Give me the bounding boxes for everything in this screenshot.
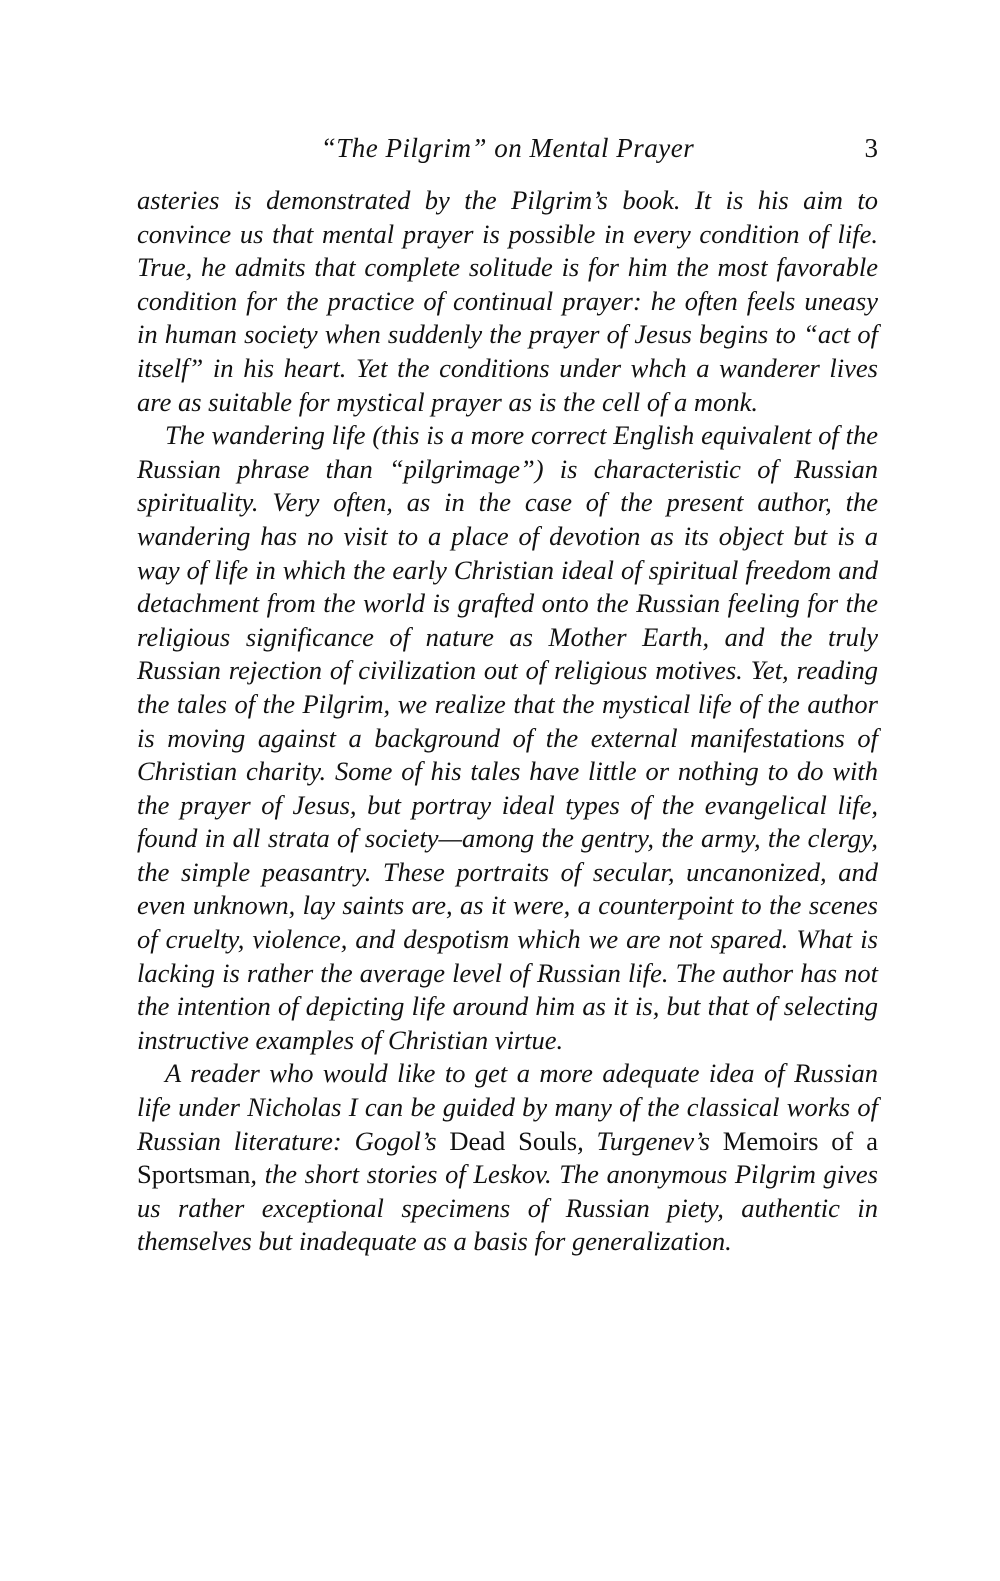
paragraph-2: The wandering life (this is a more correct English equivalent of the Russian phrase than “pilgrimage”) is characteristic of Russian spirituality. Very often, as in the case of the present author, the wandering has no visit to a place of devotion as its object but is a way of life in which the early Christian ideal of spiritual freedom and detachment from the world is grafted onto the Russian feeling for the religious significance of nature as Mother Earth, and the truly Russian rejection of civilization out of religious motives. Yet, reading the tales of the Pilgrim, we realize that the mystical life of the author is moving against a background of the external manifestations of Christian charity. Some of his tales have little or nothing to do with the prayer of Jesus, but portray ideal types of the evangelical life, found in all strata of society—among the gentry, the army, the clergy, the simple peasantry. These portraits of secular, uncanonized, and even unknown, lay saints are, as it were, a counterpoint to the scenes of cruelty, violence, and despotism which we are not spared. What is lacking is rather the average level of Russian life. The author has not the intention of depicting life around him as it is, but that of selecting instructive examples of Christian virtue. bbox=[137, 420, 878, 1055]
paragraph-3-text-after: , the short stories of Leskov. The anonymous Pilgrim gives us rather exceptional specimens of Russian piety, authentic in themselves but inadequate as a basis for generalization. bbox=[137, 1159, 878, 1257]
paragraph-3-text-middle: , Turgenev’s bbox=[577, 1125, 723, 1156]
body-text bbox=[137, 184, 878, 1259]
running-title: “The Pilgrim” on Mental Prayer bbox=[320, 133, 695, 163]
paragraph-3-text-before: A reader who would like to get a more adequate idea of Russian life under Nicholas I can be guided by many of the classical works of Russian literature: Gogol’s bbox=[137, 1058, 878, 1156]
book-title-dead-souls: Dead Souls bbox=[449, 1125, 578, 1156]
running-head bbox=[137, 133, 878, 173]
book-title-memoirs-of-a-sportsman: Memoirs of a Sportsman bbox=[137, 1125, 878, 1190]
paragraph-1: asteries is demonstrated by the Pilgrim’s book. It is his aim to convince us that mental prayer is possible in every condition of life. True, he admits that complete solitude is for him the most favorable condition for the practice of continual prayer: he often feels uneasy in human society when suddenly the prayer of Jesus begins to “act of itself” in his heart. Yet the conditions under whch a wanderer lives are as suitable for mystical prayer as is the cell of a monk. bbox=[137, 185, 878, 417]
page-number: 3 bbox=[864, 133, 878, 163]
paragraph-3 bbox=[137, 1057, 878, 1259]
